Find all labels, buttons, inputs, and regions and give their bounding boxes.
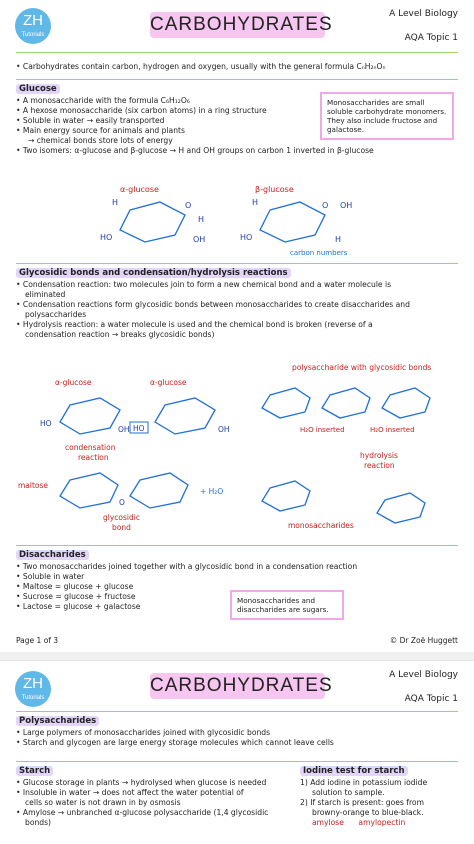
ring — [60, 398, 120, 434]
starch-item: • Insoluble in water → does not affect the water potential of — [16, 788, 286, 798]
glucose-item: • Two isomers: α-glucose and β-glucose → H and OH groups on carbon 1 inverted in β-glucose — [16, 146, 316, 156]
glyco-item: • Condensation reactions form glycosidic bonds between monosaccharides to create disaccharides and — [16, 300, 410, 310]
monosaccharide-note: Monosaccharides are small soluble carbohydrate monomers. They also include fructose and galactose. — [320, 92, 454, 140]
iodine-section — [300, 766, 460, 828]
svg-text:O: O — [322, 201, 329, 210]
zh-logo — [15, 671, 51, 707]
section-title-disaccharides: Disaccharides — [16, 550, 89, 560]
svg-text:HO: HO — [40, 419, 52, 428]
logo-subtext: Tutorials — [21, 32, 45, 38]
glucose-item: → chemical bonds store lots of energy — [28, 136, 173, 145]
disaccharide-item: • Soluble in water — [16, 572, 357, 582]
svg-text:HO: HO — [240, 233, 253, 242]
header-divider — [16, 711, 458, 712]
logo-text: ZH — [23, 12, 43, 29]
svg-text:OH: OH — [118, 425, 130, 434]
glyco-item: condensation reaction → breaks glycosidic bonds) — [25, 330, 215, 339]
glucose-section — [16, 84, 374, 156]
svg-text:H: H — [198, 215, 205, 224]
bond-label: bond — [112, 523, 131, 532]
glycosidic-diagram — [0, 360, 474, 540]
glyco-item: • Condensation reaction: two molecules join to form a new chemical bond and a water molecule is — [16, 280, 410, 290]
svg-text:H: H — [252, 198, 259, 207]
divider — [16, 545, 458, 546]
page-gap — [0, 652, 474, 660]
page-number: Page 1 of 3 — [16, 636, 59, 645]
logo-text: ZH — [23, 675, 43, 692]
alpha-glucose-label: α-glucose — [120, 185, 159, 194]
divider — [16, 263, 458, 264]
intro-section — [16, 62, 386, 72]
intro-text: • Carbohydrates contain carbon, hydrogen and oxygen, usually with the general formula CₙH₂ₙOₙ — [16, 62, 386, 72]
polysaccharide-label: polysaccharide with glycosidic bonds — [292, 363, 432, 372]
copyright: © Dr Zoë Huggett — [389, 636, 458, 645]
ring — [382, 388, 430, 418]
iodine-item: 2) If starch is present: goes from — [300, 798, 424, 807]
hydrolysis-reaction-label: reaction — [364, 461, 395, 470]
page-2 — [0, 660, 474, 844]
ring — [377, 493, 425, 523]
amylose-label: amylose — [312, 818, 344, 827]
glycosidic-section — [16, 268, 410, 340]
alpha-ring — [120, 202, 185, 242]
glycosidic-label: glycosidic — [103, 513, 140, 522]
divider — [16, 79, 458, 80]
carbon-numbers-label: carbon numbers — [290, 249, 348, 257]
level-label: A Level Biology — [389, 670, 458, 680]
polysaccharides-section — [16, 716, 334, 748]
reaction-label: reaction — [78, 453, 109, 462]
maltose-label: maltose — [18, 481, 49, 490]
starch-item: bonds) — [25, 818, 52, 827]
glyco-item: polysaccharides — [25, 310, 87, 319]
glucose-structures — [0, 180, 474, 260]
iodine-item: browny-orange to blue-black. — [312, 808, 424, 817]
glyco-item: • Hydrolysis reaction: a water molecule is used and the chemical bond is broken (reverse of a — [16, 320, 410, 330]
svg-text:OH: OH — [218, 425, 230, 434]
starch-section — [16, 766, 286, 828]
beta-glucose-label: β-glucose — [255, 185, 294, 194]
svg-text:OH: OH — [340, 201, 353, 210]
svg-text:HO: HO — [100, 233, 113, 242]
divider — [16, 761, 458, 762]
svg-text:HO: HO — [133, 424, 145, 433]
h2o-inserted-label: H₂O inserted — [300, 426, 345, 434]
section-title-iodine: Iodine test for starch — [300, 766, 408, 776]
starch-item: cells so water is not drawn in by osmosis — [25, 798, 181, 807]
polysaccharide-item: • Large polymers of monosaccharides joined with glycosidic bonds — [16, 728, 334, 738]
monosaccharides-label: monosaccharides — [288, 521, 354, 530]
hydrolysis-label: hydrolysis — [360, 451, 398, 460]
alpha-glucose-2-label: α-glucose — [150, 378, 187, 387]
iodine-item: 1) Add iodine in potassium iodide — [300, 778, 428, 787]
header-meta — [389, 669, 458, 705]
section-title-starch: Starch — [16, 766, 53, 776]
topic-label: AQA Topic 1 — [404, 694, 458, 704]
ring — [60, 473, 118, 508]
svg-text:H: H — [335, 235, 342, 244]
h2o-inserted-label: H₂O inserted — [370, 426, 415, 434]
ring — [262, 481, 310, 511]
glyco-item: eliminated — [25, 290, 66, 299]
ring — [262, 388, 310, 418]
topic-label: AQA Topic 1 — [404, 33, 458, 43]
section-title-glycosidic: Glycosidic bonds and condensation/hydrolysis reactions — [16, 268, 291, 278]
amylopectin-label: amylopectin — [358, 818, 406, 827]
starch-item: • Glucose storage in plants → hydrolysed when glucose is needed — [16, 778, 286, 788]
condensation-label: condensation — [65, 443, 116, 452]
water-label: + H₂O — [200, 487, 224, 496]
section-title-polysaccharides: Polysaccharides — [16, 716, 99, 726]
iodine-item: solution to sample. — [312, 788, 385, 797]
svg-text:O: O — [185, 201, 192, 210]
glucose-item: • Main energy source for animals and plants — [16, 126, 316, 136]
level-label: A Level Biology — [389, 9, 458, 19]
polysaccharide-item: • Starch and glycogen are large energy storage molecules which cannot leave cells — [16, 738, 334, 748]
svg-text:OH: OH — [193, 235, 206, 244]
header-meta — [389, 8, 458, 44]
disaccharide-item: • Sucrose = glucose + fructose — [16, 592, 357, 602]
page-title: CARBOHYDRATES — [150, 12, 325, 38]
ring — [322, 388, 370, 418]
zh-logo — [15, 8, 51, 44]
alpha-glucose-1-label: α-glucose — [55, 378, 92, 387]
glucose-item: • Soluble in water → easily transported — [16, 116, 316, 126]
disaccharide-item: • Maltose = glucose + glucose — [16, 582, 357, 592]
svg-text:H: H — [112, 198, 119, 207]
logo-subtext: Tutorials — [21, 695, 45, 701]
ring — [155, 398, 215, 434]
section-title-glucose: Glucose — [16, 84, 60, 94]
disaccharide-item: • Lactose = glucose + galactose — [16, 602, 357, 612]
starch-item: • Amylose → unbranched α-glucose polysaccharide (1,4 glycosidic — [16, 808, 286, 818]
glucose-item: • A hexose monosaccharide (six carbon atoms) in a ring structure — [16, 106, 316, 116]
disaccharide-item: • Two monosaccharides joined together with a glycosidic bond in a condensation reaction — [16, 562, 357, 572]
page-title: CARBOHYDRATES — [150, 673, 325, 699]
header-divider — [16, 52, 458, 53]
sugars-note: Monosaccharides and disaccharides are sugars. — [230, 590, 344, 620]
beta-ring — [260, 202, 325, 242]
ring — [130, 473, 188, 508]
svg-text:O: O — [119, 498, 125, 507]
iodine-item — [300, 818, 460, 828]
glucose-item: • A monosaccharide with the formula C₆H₁₂O₆ — [16, 96, 316, 106]
